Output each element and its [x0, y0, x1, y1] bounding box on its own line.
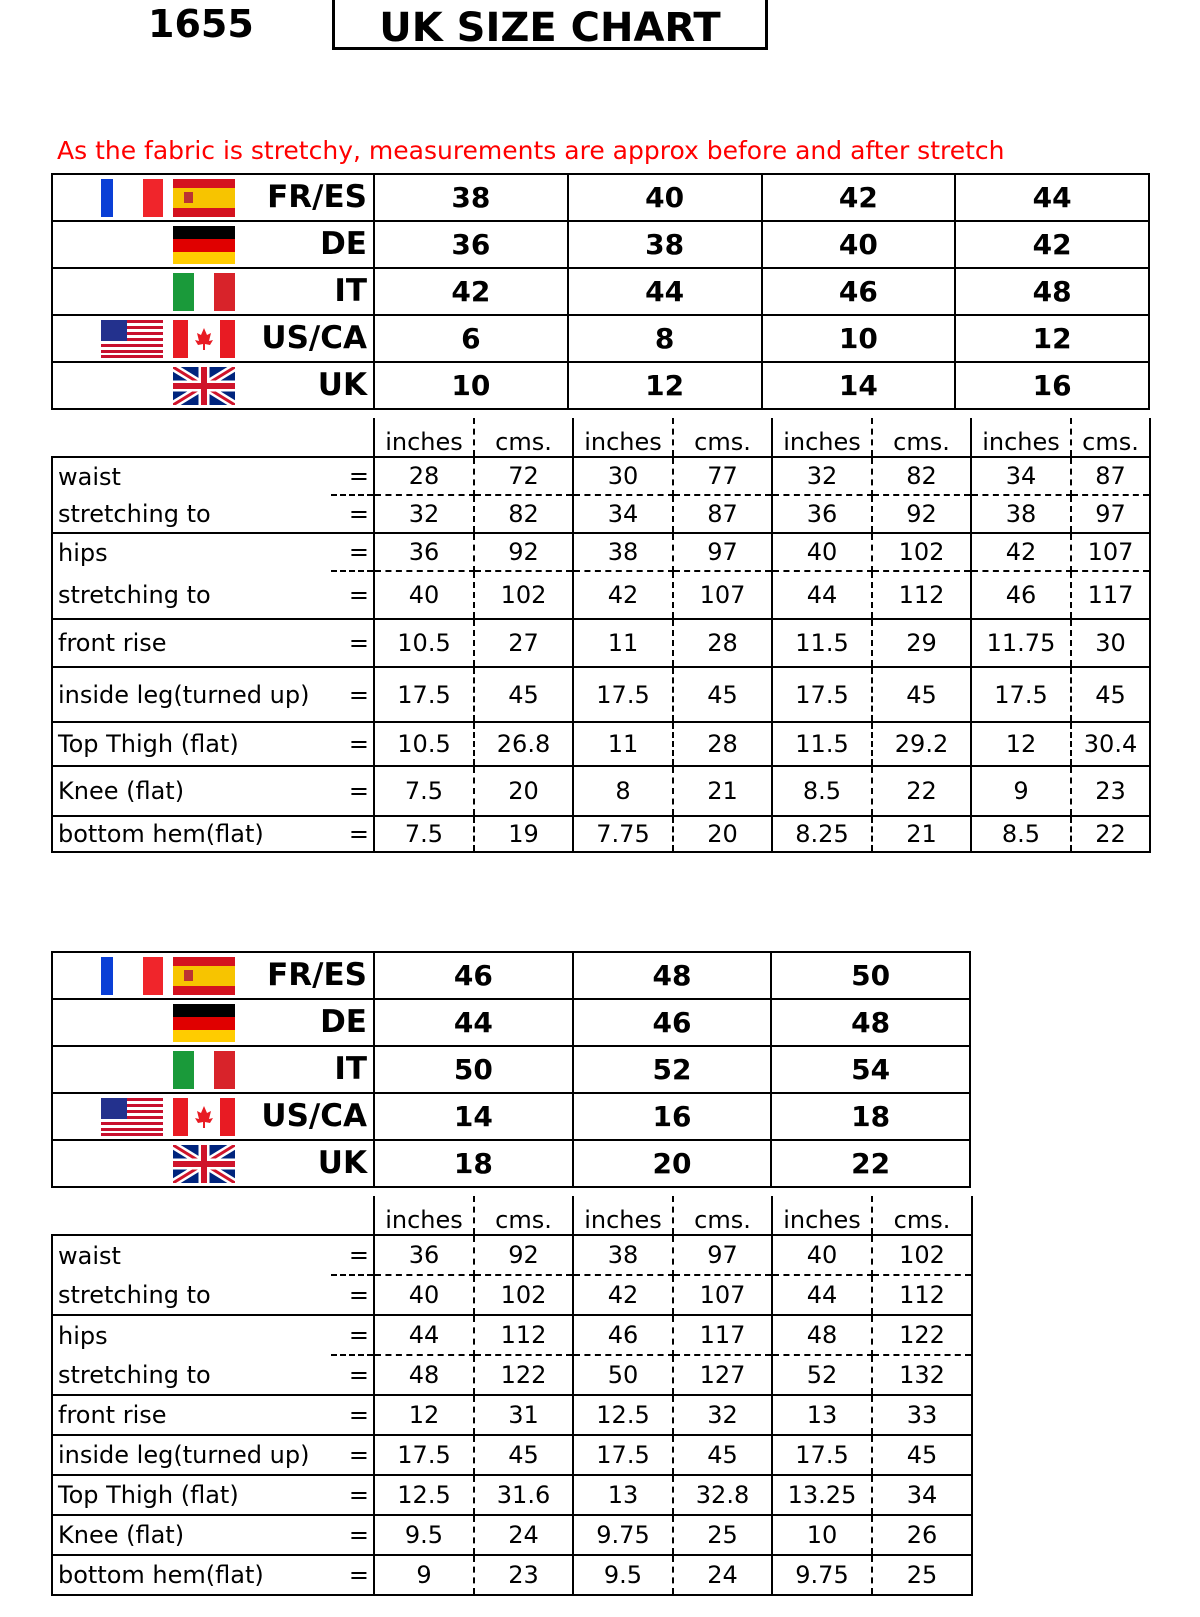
value-inches: 8	[573, 766, 673, 816]
value-cms: 31.6	[474, 1475, 573, 1515]
equals-sign: =	[331, 495, 374, 533]
measurement-name: stretching to	[52, 1275, 331, 1315]
value-cms: 92	[474, 533, 573, 571]
value-inches: 50	[573, 1355, 673, 1395]
flag-group	[53, 269, 235, 314]
measurement-row	[52, 619, 1150, 667]
units-header-row	[52, 1196, 972, 1235]
size-value: 16	[955, 362, 1149, 409]
region-label	[52, 268, 374, 315]
size-row-us-ca	[52, 315, 1149, 362]
flag-group	[53, 953, 235, 998]
value-inches: 11.5	[772, 722, 872, 766]
measurement-row	[52, 571, 1150, 619]
usa-flag-icon	[101, 320, 163, 358]
size-value: 16	[573, 1093, 772, 1140]
value-cms: 30.4	[1071, 722, 1150, 766]
value-cms: 92	[474, 1235, 573, 1275]
value-cms: 28	[673, 722, 772, 766]
region-label	[52, 174, 374, 221]
size-value: 6	[374, 315, 568, 362]
size-value: 40	[762, 221, 956, 268]
size-row-it	[52, 268, 1149, 315]
equals-sign: =	[331, 1355, 374, 1395]
value-inches: 11.5	[772, 619, 872, 667]
units-blank	[52, 1196, 374, 1235]
region-code: US/CA	[261, 1098, 367, 1134]
region-code: DE	[320, 226, 367, 262]
measurement-row	[52, 1515, 972, 1555]
value-cms: 28	[673, 619, 772, 667]
flag-group	[53, 175, 235, 220]
value-cms: 112	[872, 571, 971, 619]
size-conversion-table-1	[51, 173, 1150, 410]
value-cms: 92	[872, 495, 971, 533]
unit-cms: cms.	[673, 418, 772, 457]
flag-group	[53, 1000, 235, 1045]
value-cms: 112	[474, 1315, 573, 1355]
size-row-uk	[52, 1140, 970, 1187]
value-inches: 34	[573, 495, 673, 533]
size-value: 48	[771, 999, 970, 1046]
value-inches: 17.5	[374, 1435, 474, 1475]
value-cms: 19	[474, 816, 573, 852]
measurement-row	[52, 1475, 972, 1515]
value-inches: 28	[374, 457, 474, 495]
value-inches: 42	[573, 1275, 673, 1315]
value-cms: 22	[1071, 816, 1150, 852]
measurement-name: stretching to	[52, 571, 331, 619]
unit-inches: inches	[374, 418, 474, 457]
value-cms: 29	[872, 619, 971, 667]
unit-cms: cms.	[872, 418, 971, 457]
value-inches: 7.5	[374, 766, 474, 816]
value-cms: 20	[673, 816, 772, 852]
value-inches: 34	[971, 457, 1071, 495]
value-cms: 97	[1071, 495, 1150, 533]
size-row-it	[52, 1046, 970, 1093]
measurement-name: hips	[52, 1315, 331, 1355]
measurement-row	[52, 1395, 972, 1435]
value-inches: 38	[971, 495, 1071, 533]
flag-group	[53, 363, 235, 408]
value-cms: 122	[474, 1355, 573, 1395]
equals-sign: =	[331, 457, 374, 495]
value-cms: 97	[673, 533, 772, 571]
value-cms: 87	[673, 495, 772, 533]
canada-flag-icon	[173, 1098, 235, 1136]
region-label	[52, 952, 374, 999]
value-inches: 40	[772, 1235, 872, 1275]
value-cms: 23	[1071, 766, 1150, 816]
size-value: 42	[955, 221, 1149, 268]
stretch-note: As the fabric is stretchy, measurements are approx before and after stretch	[57, 136, 1005, 165]
value-cms: 30	[1071, 619, 1150, 667]
measurement-name: hips	[52, 533, 331, 571]
italy-flag-icon	[173, 1051, 235, 1089]
measurement-name: bottom hem(flat)	[52, 816, 331, 852]
value-inches: 12.5	[374, 1475, 474, 1515]
size-row-uk	[52, 362, 1149, 409]
value-inches: 40	[772, 533, 872, 571]
value-inches: 38	[573, 1235, 673, 1275]
value-cms: 72	[474, 457, 573, 495]
measurements-table-1	[51, 418, 1151, 853]
value-inches: 44	[772, 1275, 872, 1315]
value-cms: 87	[1071, 457, 1150, 495]
region-code: US/CA	[261, 320, 367, 356]
value-cms: 112	[872, 1275, 972, 1315]
measurement-row	[52, 1435, 972, 1475]
value-cms: 25	[872, 1555, 972, 1595]
measurement-row	[52, 1315, 972, 1355]
value-inches: 7.75	[573, 816, 673, 852]
equals-sign: =	[331, 1235, 374, 1275]
size-value: 46	[762, 268, 956, 315]
value-cms: 22	[872, 766, 971, 816]
size-value: 52	[573, 1046, 772, 1093]
size-value: 18	[374, 1140, 573, 1187]
region-code: FR/ES	[267, 179, 367, 215]
measurement-row	[52, 766, 1150, 816]
region-code: IT	[334, 1051, 367, 1087]
unit-inches: inches	[772, 1196, 872, 1235]
value-cms: 45	[474, 667, 573, 722]
value-cms: 77	[673, 457, 772, 495]
value-cms: 127	[673, 1355, 772, 1395]
italy-flag-icon	[173, 273, 235, 311]
flag-group	[53, 222, 235, 267]
france-flag-icon	[101, 179, 163, 217]
region-label	[52, 1140, 374, 1187]
value-inches: 52	[772, 1355, 872, 1395]
value-cms: 45	[872, 667, 971, 722]
equals-sign: =	[331, 1515, 374, 1555]
measurement-row	[52, 722, 1150, 766]
equals-sign: =	[331, 667, 374, 722]
region-code: UK	[317, 1145, 367, 1181]
value-cms: 32	[673, 1395, 772, 1435]
region-code: FR/ES	[267, 957, 367, 993]
value-inches: 9.75	[772, 1555, 872, 1595]
value-inches: 10.5	[374, 722, 474, 766]
size-row-us-ca	[52, 1093, 970, 1140]
value-cms: 24	[673, 1555, 772, 1595]
value-inches: 9.75	[573, 1515, 673, 1555]
size-row-de	[52, 221, 1149, 268]
value-cms: 27	[474, 619, 573, 667]
value-inches: 36	[374, 533, 474, 571]
size-value: 42	[762, 174, 956, 221]
size-value: 10	[762, 315, 956, 362]
value-inches: 44	[374, 1315, 474, 1355]
unit-cms: cms.	[872, 1196, 972, 1235]
unit-cms: cms.	[673, 1196, 772, 1235]
value-inches: 8.5	[971, 816, 1071, 852]
units-header-row	[52, 418, 1150, 457]
unit-cms: cms.	[474, 1196, 573, 1235]
value-inches: 48	[772, 1315, 872, 1355]
value-inches: 10	[772, 1515, 872, 1555]
value-inches: 30	[573, 457, 673, 495]
value-cms: 24	[474, 1515, 573, 1555]
value-inches: 13	[772, 1395, 872, 1435]
size-row-de	[52, 999, 970, 1046]
value-cms: 107	[673, 571, 772, 619]
measurement-name: Top Thigh (flat)	[52, 722, 331, 766]
value-cms: 32.8	[673, 1475, 772, 1515]
size-value: 48	[573, 952, 772, 999]
value-inches: 9	[374, 1555, 474, 1595]
germany-flag-icon	[173, 1004, 235, 1042]
value-inches: 40	[374, 571, 474, 619]
value-cms: 20	[474, 766, 573, 816]
size-value: 10	[374, 362, 568, 409]
region-label	[52, 999, 374, 1046]
size-value: 40	[568, 174, 762, 221]
equals-sign: =	[331, 533, 374, 571]
size-value: 36	[374, 221, 568, 268]
usa-flag-icon	[101, 1098, 163, 1136]
value-cms: 132	[872, 1355, 972, 1395]
value-cms: 102	[872, 533, 971, 571]
size-value: 18	[771, 1093, 970, 1140]
unit-inches: inches	[573, 418, 673, 457]
value-inches: 13.25	[772, 1475, 872, 1515]
measurement-name: bottom hem(flat)	[52, 1555, 331, 1595]
unit-inches: inches	[374, 1196, 474, 1235]
measurement-name: front rise	[52, 619, 331, 667]
unit-inches: inches	[772, 418, 872, 457]
spain-flag-icon	[173, 957, 235, 995]
unit-cms: cms.	[1071, 418, 1150, 457]
value-cms: 45	[673, 1435, 772, 1475]
value-cms: 45	[1071, 667, 1150, 722]
measurement-row	[52, 816, 1150, 852]
size-value: 46	[374, 952, 573, 999]
value-cms: 102	[872, 1235, 972, 1275]
equals-sign: =	[331, 816, 374, 852]
value-inches: 12	[374, 1395, 474, 1435]
size-value: 20	[573, 1140, 772, 1187]
measurements-table-2	[51, 1196, 973, 1596]
uk-flag-icon	[173, 1145, 235, 1183]
flag-group	[53, 316, 235, 361]
value-inches: 11.75	[971, 619, 1071, 667]
value-inches: 9	[971, 766, 1071, 816]
size-row-fr-es	[52, 174, 1149, 221]
value-inches: 44	[772, 571, 872, 619]
measurement-row	[52, 1275, 972, 1315]
value-inches: 17.5	[573, 667, 673, 722]
equals-sign: =	[331, 1275, 374, 1315]
flag-group	[53, 1094, 235, 1139]
size-value: 12	[955, 315, 1149, 362]
region-label	[52, 221, 374, 268]
value-inches: 17.5	[971, 667, 1071, 722]
size-value: 54	[771, 1046, 970, 1093]
region-label	[52, 362, 374, 409]
value-cms: 107	[673, 1275, 772, 1315]
measurement-row	[52, 495, 1150, 533]
measurement-row	[52, 457, 1150, 495]
unit-cms: cms.	[474, 418, 573, 457]
measurement-name: stretching to	[52, 495, 331, 533]
uk-flag-icon	[173, 367, 235, 405]
equals-sign: =	[331, 571, 374, 619]
measurement-row	[52, 1235, 972, 1275]
value-inches: 11	[573, 722, 673, 766]
region-label	[52, 315, 374, 362]
measurement-name: Knee (flat)	[52, 1515, 331, 1555]
canada-flag-icon	[173, 320, 235, 358]
value-inches: 40	[374, 1275, 474, 1315]
size-value: 44	[955, 174, 1149, 221]
value-inches: 11	[573, 619, 673, 667]
size-value: 14	[762, 362, 956, 409]
value-cms: 29.2	[872, 722, 971, 766]
size-value: 38	[568, 221, 762, 268]
unit-inches: inches	[573, 1196, 673, 1235]
page-title: UK SIZE CHART	[332, 0, 768, 50]
value-cms: 122	[872, 1315, 972, 1355]
value-cms: 102	[474, 571, 573, 619]
value-cms: 45	[673, 667, 772, 722]
value-cms: 45	[872, 1435, 972, 1475]
measurement-row	[52, 667, 1150, 722]
value-cms: 82	[474, 495, 573, 533]
region-code: DE	[320, 1004, 367, 1040]
size-value: 46	[573, 999, 772, 1046]
value-cms: 117	[673, 1315, 772, 1355]
equals-sign: =	[331, 1435, 374, 1475]
equals-sign: =	[331, 766, 374, 816]
value-cms: 45	[474, 1435, 573, 1475]
size-value: 22	[771, 1140, 970, 1187]
value-cms: 31	[474, 1395, 573, 1435]
value-inches: 46	[971, 571, 1071, 619]
unit-inches: inches	[971, 418, 1071, 457]
value-inches: 36	[374, 1235, 474, 1275]
value-cms: 23	[474, 1555, 573, 1595]
value-cms: 107	[1071, 533, 1150, 571]
measurement-name: inside leg(turned up)	[52, 667, 331, 722]
region-label	[52, 1046, 374, 1093]
measurement-name: waist	[52, 1235, 331, 1275]
size-value: 42	[374, 268, 568, 315]
equals-sign: =	[331, 1475, 374, 1515]
value-inches: 13	[573, 1475, 673, 1515]
value-inches: 10.5	[374, 619, 474, 667]
region-code: IT	[334, 273, 367, 309]
value-inches: 8.25	[772, 816, 872, 852]
value-inches: 46	[573, 1315, 673, 1355]
value-cms: 26.8	[474, 722, 573, 766]
value-inches: 8.5	[772, 766, 872, 816]
value-inches: 17.5	[573, 1435, 673, 1475]
value-cms: 117	[1071, 571, 1150, 619]
value-inches: 17.5	[772, 1435, 872, 1475]
measurement-name: inside leg(turned up)	[52, 1435, 331, 1475]
value-cms: 102	[474, 1275, 573, 1315]
value-inches: 9.5	[573, 1555, 673, 1595]
value-cms: 97	[673, 1235, 772, 1275]
region-code: UK	[317, 367, 367, 403]
value-inches: 9.5	[374, 1515, 474, 1555]
size-conversion-table-2	[51, 951, 971, 1188]
value-inches: 12	[971, 722, 1071, 766]
measurement-name: front rise	[52, 1395, 331, 1435]
size-value: 44	[374, 999, 573, 1046]
equals-sign: =	[331, 1315, 374, 1355]
product-code: 1655	[148, 2, 254, 46]
value-inches: 17.5	[772, 667, 872, 722]
value-inches: 32	[772, 457, 872, 495]
measurement-row	[52, 1355, 972, 1395]
size-value: 50	[374, 1046, 573, 1093]
value-cms: 21	[673, 766, 772, 816]
size-value: 44	[568, 268, 762, 315]
units-blank	[52, 418, 374, 457]
flag-group	[53, 1047, 235, 1092]
value-cms: 25	[673, 1515, 772, 1555]
value-inches: 12.5	[573, 1395, 673, 1435]
value-cms: 33	[872, 1395, 972, 1435]
flag-group	[53, 1141, 235, 1186]
france-flag-icon	[101, 957, 163, 995]
germany-flag-icon	[173, 226, 235, 264]
value-inches: 42	[573, 571, 673, 619]
size-value: 48	[955, 268, 1149, 315]
size-value: 50	[771, 952, 970, 999]
measurement-name: Knee (flat)	[52, 766, 331, 816]
value-inches: 42	[971, 533, 1071, 571]
value-inches: 7.5	[374, 816, 474, 852]
value-cms: 34	[872, 1475, 972, 1515]
size-value: 8	[568, 315, 762, 362]
value-cms: 82	[872, 457, 971, 495]
value-inches: 17.5	[374, 667, 474, 722]
equals-sign: =	[331, 1555, 374, 1595]
measurement-name: Top Thigh (flat)	[52, 1475, 331, 1515]
equals-sign: =	[331, 1395, 374, 1435]
value-cms: 21	[872, 816, 971, 852]
size-value: 38	[374, 174, 568, 221]
measurement-name: stretching to	[52, 1355, 331, 1395]
equals-sign: =	[331, 722, 374, 766]
size-value: 14	[374, 1093, 573, 1140]
value-cms: 26	[872, 1515, 972, 1555]
value-inches: 32	[374, 495, 474, 533]
spain-flag-icon	[173, 179, 235, 217]
measurement-name: waist	[52, 457, 331, 495]
measurement-row	[52, 533, 1150, 571]
region-label	[52, 1093, 374, 1140]
equals-sign: =	[331, 619, 374, 667]
measurement-row	[52, 1555, 972, 1595]
value-inches: 36	[772, 495, 872, 533]
value-inches: 38	[573, 533, 673, 571]
size-value: 12	[568, 362, 762, 409]
size-row-fr-es	[52, 952, 970, 999]
value-inches: 48	[374, 1355, 474, 1395]
